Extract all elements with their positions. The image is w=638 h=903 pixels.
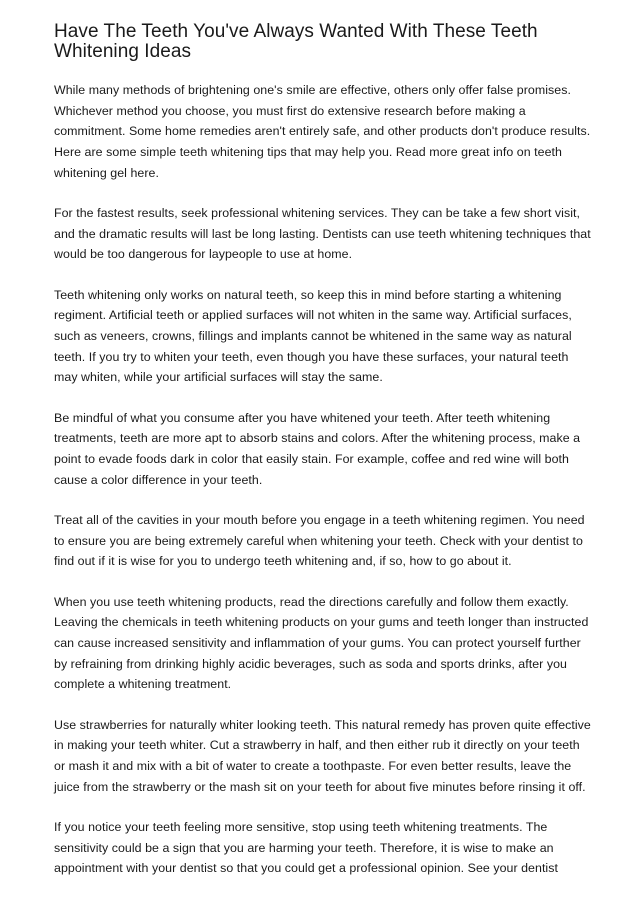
- paragraph-2: For the fastest results, seek professional whitening services. They can be take a few short visit, and the dramatic results will last be long lasting. Dentists can use teeth whitening techniques that would be too dangerous for laypeople to use at home.: [54, 206, 591, 262]
- page-title: Have The Teeth You've Always Wanted With These Teeth Whitening Ideas: [54, 21, 538, 62]
- paragraph-1: While many methods of brightening one's smile are effective, others only offer false promises. Whichever method you choose, you must first do extensive research before making a commitment. Some home remedies aren't entirely safe, and other products don't produce results. Here are some simple teeth whitening tips that may help you. Read more great info on teeth whitening gel here.: [54, 83, 591, 180]
- paragraph-7: Use strawberries for naturally whiter looking teeth. This natural remedy has proven quite effective in making your teeth whiter. Cut a strawberry in half, and then either rub it directly on your teeth or mash it and mix with a bit of water to create a toothpaste. For even better results, leave the juice from the strawberry or the mash sit on your teeth for about five minutes before rinsing it off.: [54, 717, 591, 794]
- paragraph-6: When you use teeth whitening products, read the directions carefully and follow them exactly. Leaving the chemicals in teeth whitening products on your gums and teeth longer than instructed can cause increased sensitivity and inflammation of your gums. You can protect yourself further by refraining from drinking highly acidic beverages, such as soda and sports drinks, after you complete a whitening treatment.: [54, 594, 589, 692]
- paragraph-4: Be mindful of what you consume after you have whitened your teeth. After teeth whitening treatments, teeth are more apt to absorb stains and colors. After the whitening process, make a point to evade foods dark in color that easily stain. For example, coffee and red wine will both cause a color difference in your teeth.: [54, 410, 581, 487]
- paragraph-3: Teeth whitening only works on natural teeth, so keep this in mind before starting a whitening regiment. Artificial teeth or applied surfaces will not whiten in the same way. Artificial surfaces, such as veneers, crowns, fillings and implants cannot be whitened in the same way as natural teeth. If you try to whiten your teeth, even though you have these surfaces, your natural teeth may whiten, while your artificial surfaces will stay the same.: [54, 287, 572, 385]
- paragraph-5: Treat all of the cavities in your mouth before you engage in a teeth whitening regimen. You need to ensure you are being extremely careful when whitening your teeth. Check with your dentist to find out if it is wise for you to undergo teeth whitening and, if so, how to go about it.: [54, 512, 585, 569]
- paragraph-8: If you notice your teeth feeling more sensitive, stop using teeth whitening treatments. The sensitivity could be a sign that you are harming your teeth. Therefore, it is wise to make an appointment with your dentist so that you could get a professional opinion. See your dentist: [54, 819, 558, 876]
